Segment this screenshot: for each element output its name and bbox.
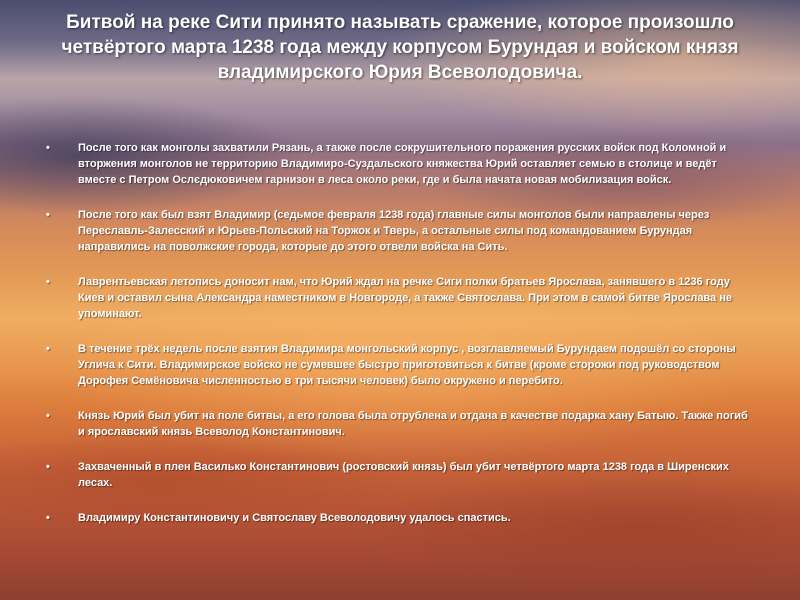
paragraph-text: В течение трёх недель после взятия Владимира монгольский корпус , возглавляемый Бурундаем подошёл со стороны Углича к Сити. Владимирское войско не сумевшее быстро приготовиться к битве (кроме сторожи под руководством Дорофея Семёновича численностью в три тысячи человек) было окружено и перебито. — [78, 343, 736, 387]
list-item — [46, 207, 756, 255]
list-item — [46, 510, 756, 526]
list-item — [46, 459, 756, 491]
bullet-icon: • — [46, 343, 50, 355]
paragraph-text: Князь Юрий был убит на поле битвы, а его голова была отрублена и отдана в качестве подарка хану Батыю. Также погиб и ярославский князь Всеволод Константинович. — [78, 410, 748, 438]
bullet-icon: • — [46, 209, 50, 221]
paragraph-text: Захваченный в плен Василько Константинович (ростовский князь) был убит четвёртого марта 1238 года в Ширенских лесах. — [78, 461, 729, 489]
paragraph-text: После того как был взят Владимир (седьмое февраля 1238 года) главные силы монголов были направлены через Переславль-Залесский и Юрьев-Польский на Торжок и Тверь, а остальные силы под командованием Бурундая направились на поволжские города, которые до этого отвели войска на Сить. — [78, 209, 710, 253]
list-item — [46, 274, 756, 322]
paragraph-text: Лаврентьевская летопись доносит нам, что Юрий ждал на речке Сиги полки братьев Ярослава, занявшего в 1236 году Киев и оставил сына Александра наместником в Новгороде, а также Святослава. При этом в самой битве Ярослава не упоминают. — [78, 276, 732, 320]
bullet-icon: • — [46, 142, 50, 154]
list-item — [46, 140, 756, 188]
slide-title: Битвой на реке Сити принято называть сражение, которое произошло четвёртого марта 1238 года между корпусом Бурундая и войском князя владимирского Юрия Всеволодовича. — [61, 12, 739, 83]
bullet-icon: • — [46, 512, 50, 524]
list-item — [46, 341, 756, 389]
list-item — [46, 408, 756, 440]
bullet-icon: • — [46, 461, 50, 473]
bullet-list — [46, 140, 756, 545]
bullet-icon: • — [46, 410, 50, 422]
paragraph-text: После того как монголы захватили Рязань, а также после сокрушительного поражения русских войск под Коломной и вторжения монголов не территорию Владимиро-Суздальского княжества Юрий оставляет семью в столице и ведёт вместе с Петром Ослєдюковичем гарнизон в леса около реки, где и была начата новая мобилизация войск. — [78, 142, 727, 186]
paragraph-text: Владимиру Константиновичу и Святославу Всеволодовичу удалось спастись. — [78, 512, 511, 524]
bullet-icon: • — [46, 276, 50, 288]
